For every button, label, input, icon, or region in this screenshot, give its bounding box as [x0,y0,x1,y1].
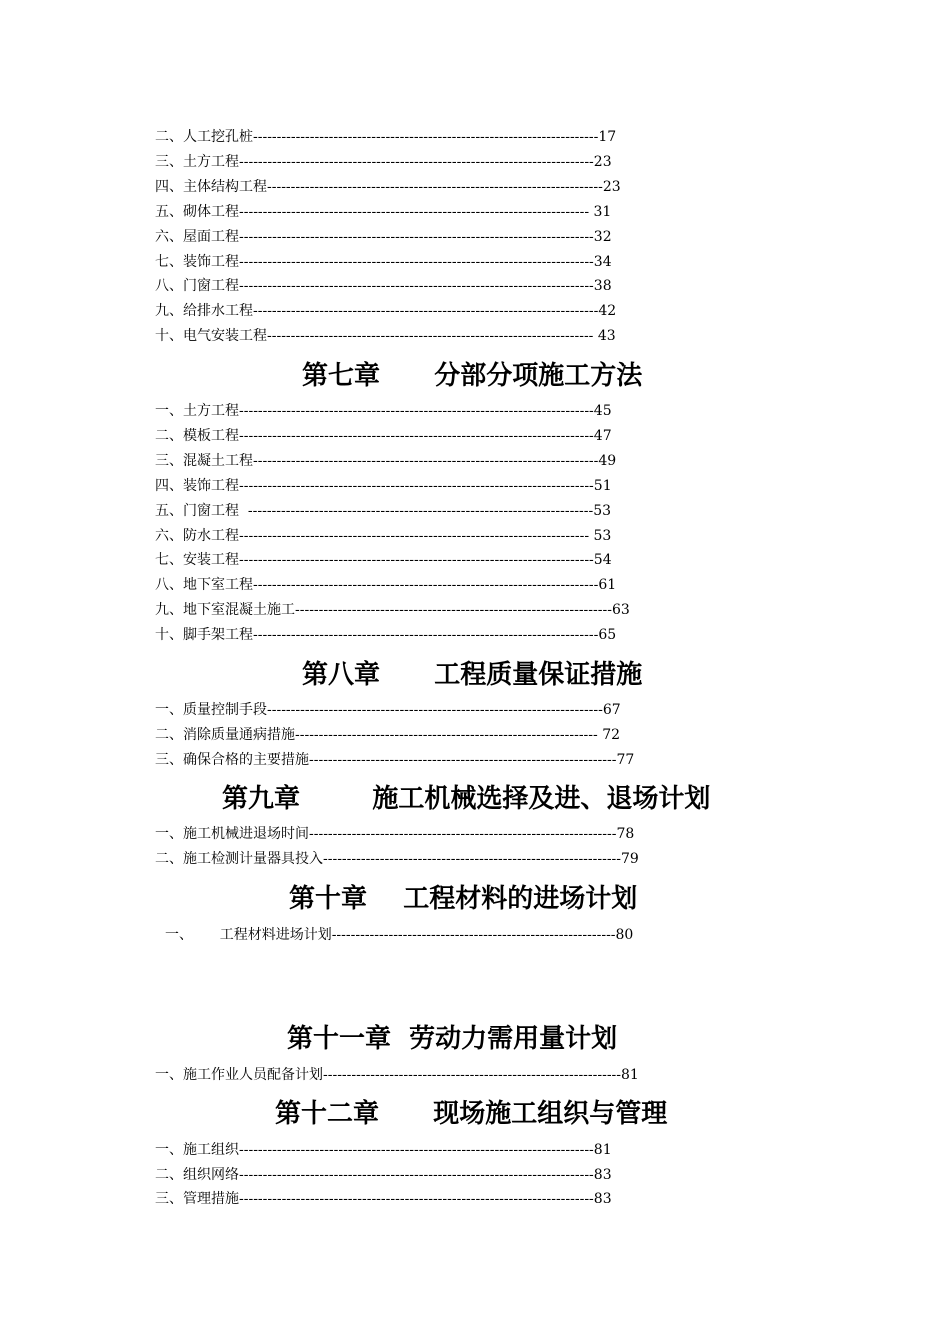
toc-entry: 一、土方工程---------------------------------------------------------------------------45 [155,403,612,419]
toc-entry: 五、砌体工程-------------------------------------------------------------------------- 31 [155,204,612,220]
toc-entry: 一、施工作业人员配备计划---------------------------------------------------------------81 [155,1067,639,1083]
chapter-heading: 第十二章 现场施工组织与管理 [275,1099,668,1129]
toc-entry: 十、电气安装工程--------------------------------------------------------------------- 43 [155,328,616,344]
toc-entry: 十、脚手架工程-------------------------------------------------------------------------65 [155,627,617,643]
toc-entry: 八、门窗工程---------------------------------------------------------------------------38 [155,278,612,294]
toc-entry: 九、地下室混凝土施工-------------------------------------------------------------------63 [155,602,630,618]
toc-entry: 六、防水工程-------------------------------------------------------------------------- 53 [155,528,612,544]
toc-entry: 二、消除质量通病措施---------------------------------------------------------------- 72 [155,727,621,743]
toc-entry: 三、混凝土工程-------------------------------------------------------------------------49 [155,453,617,469]
chapter-heading: 第十一章 劳动力需用量计划 [287,1024,618,1054]
chapter-heading: 第十章 工程材料的进场计划 [289,884,638,914]
toc-entry: 三、确保合格的主要措施-----------------------------------------------------------------77 [155,752,635,768]
toc-entry: 一、 工程材料进场计划------------------------------------------------------------80 [165,927,634,943]
toc-entry: 二、人工挖孔桩-------------------------------------------------------------------------17 [155,129,617,145]
toc-entry: 一、质量控制手段-----------------------------------------------------------------------67 [155,702,621,718]
toc-entry: 五、门窗工程 -------------------------------------------------------------------------53 [155,503,612,519]
toc-entry: 九、给排水工程-------------------------------------------------------------------------42 [155,303,617,319]
toc-entry: 六、屋面工程---------------------------------------------------------------------------32 [155,229,612,245]
toc-entry: 二、组织网络---------------------------------------------------------------------------83 [155,1167,612,1183]
toc-entry: 二、施工检测计量器具投入---------------------------------------------------------------79 [155,851,639,867]
chapter-heading: 第八章 工程质量保证措施 [302,660,643,690]
toc-entry: 一、施工机械进退场时间-----------------------------------------------------------------78 [155,826,635,842]
chapter-heading: 第七章 分部分项施工方法 [302,361,643,391]
toc-entry: 二、模板工程---------------------------------------------------------------------------47 [155,428,612,444]
toc-entry: 八、地下室工程-------------------------------------------------------------------------61 [155,577,617,593]
toc-entry: 三、管理措施---------------------------------------------------------------------------83 [155,1191,612,1207]
toc-entry: 七、安装工程---------------------------------------------------------------------------54 [155,552,612,568]
toc-entry: 一、施工组织---------------------------------------------------------------------------81 [155,1142,612,1158]
toc-entry: 三、土方工程---------------------------------------------------------------------------23 [155,154,612,170]
toc-entry: 四、装饰工程---------------------------------------------------------------------------51 [155,478,612,494]
toc-entry: 七、装饰工程---------------------------------------------------------------------------34 [155,254,612,270]
toc-entry: 四、主体结构工程-----------------------------------------------------------------------23 [155,179,621,195]
chapter-heading: 第九章 施工机械选择及进、退场计划 [222,784,711,814]
